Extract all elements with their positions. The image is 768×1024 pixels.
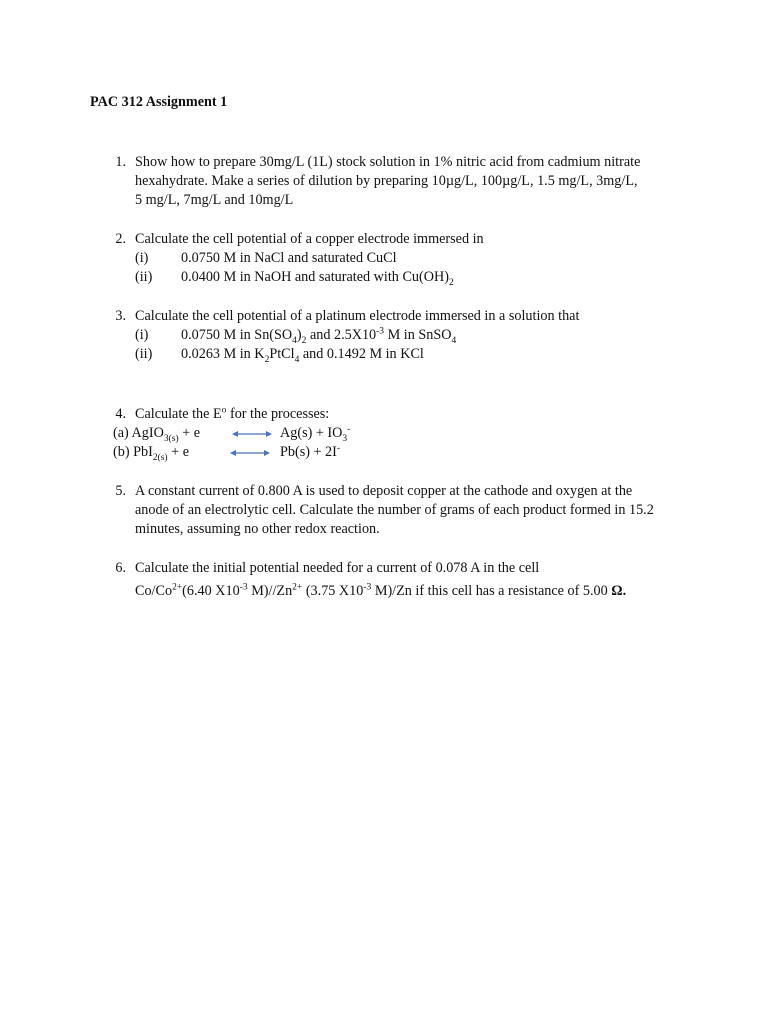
reaction-a-arrow-icon <box>232 429 272 439</box>
question-4-number: 4. <box>115 406 126 422</box>
question-4-line-1: Calculate the $E^o$ for the processes: <box>135 405 330 422</box>
reaction-b-products: Pb(s) + 2I- <box>280 443 341 460</box>
question-6-number: 6. <box>115 560 126 576</box>
question-1-number: 1. <box>115 154 126 170</box>
question-6-line-2: $Co/Co^{2+}(6.40$ $X10^{-3}$ $M)//Zn^{2+}$ (3.75 $X10^{-3}$ M)/Zn if this cell has a resistance of 5.00 Ω. <box>135 582 627 599</box>
question-5-line-2: anode of an electrolytic cell. Calculate the number of grams of each product formed in 15.2 <box>135 502 654 518</box>
question-2-part-i-text: 0.0750 M in NaCl and saturated CuCl <box>181 250 397 266</box>
reaction-a-products: $Ag(s) + IO_3^-$ <box>280 424 351 444</box>
question-6-line-1: Calculate the initial potential needed for a current of 0.078 A in the cell <box>135 560 540 576</box>
question-1-line-3: 5 mg/L, 7mg/L and 10mg/L <box>135 192 294 208</box>
question-3-line-1: Calculate the cell potential of a platinum electrode immersed in a solution that <box>135 308 580 324</box>
question-2-number: 2. <box>115 231 126 247</box>
question-5-line-1: A constant current of 0.800 A is used to deposit copper at the cathode and oxygen at the <box>135 483 633 499</box>
question-3-part-ii-text: 0.0263 M in $K_2PtCl_4$ and 0.1492 M in KCl <box>181 346 424 365</box>
question-2-part-ii-label: (ii) <box>135 269 153 285</box>
question-3-number: 3. <box>115 308 126 324</box>
reaction-a-reactants: (a) AgIO$_{3(s)}$ + e <box>113 425 201 444</box>
question-1-line-1: Show how to prepare 30mg/L (1L) stock solution in 1% nitric acid from cadmium nitrate <box>135 154 641 170</box>
question-5-number: 5. <box>115 483 126 499</box>
question-3-part-i-text: 0.0750 M in $Sn(SO_4)_2$ and $2.5X10^{-3}$ M in SnSO$_4$ <box>181 326 457 346</box>
question-3-part-ii-label: (ii) <box>135 346 153 362</box>
question-2-line-1: Calculate the cell potential of a copper electrode immersed in <box>135 231 484 247</box>
question-2-part-ii-text: 0.0400 M in NaOH and saturated with $Cu(OH)_2$ <box>181 269 454 288</box>
question-3-part-i-label: (i) <box>135 327 149 343</box>
page-title: PAC 312 Assignment 1 <box>90 94 228 110</box>
reaction-b-reactants: (b) PbI$_{2(s)}$ + e <box>113 444 189 463</box>
ohm-symbol: Ω <box>611 583 623 599</box>
question-1-line-2: hexahydrate. Make a series of dilution by preparing 10µg/L, 100µg/L, 1.5 mg/L, 3mg/L, <box>135 173 638 189</box>
question-2-part-i-label: (i) <box>135 250 149 266</box>
reaction-b-arrow-icon <box>230 448 270 458</box>
question-5-line-3: minutes, assuming no other redox reaction. <box>135 521 380 537</box>
